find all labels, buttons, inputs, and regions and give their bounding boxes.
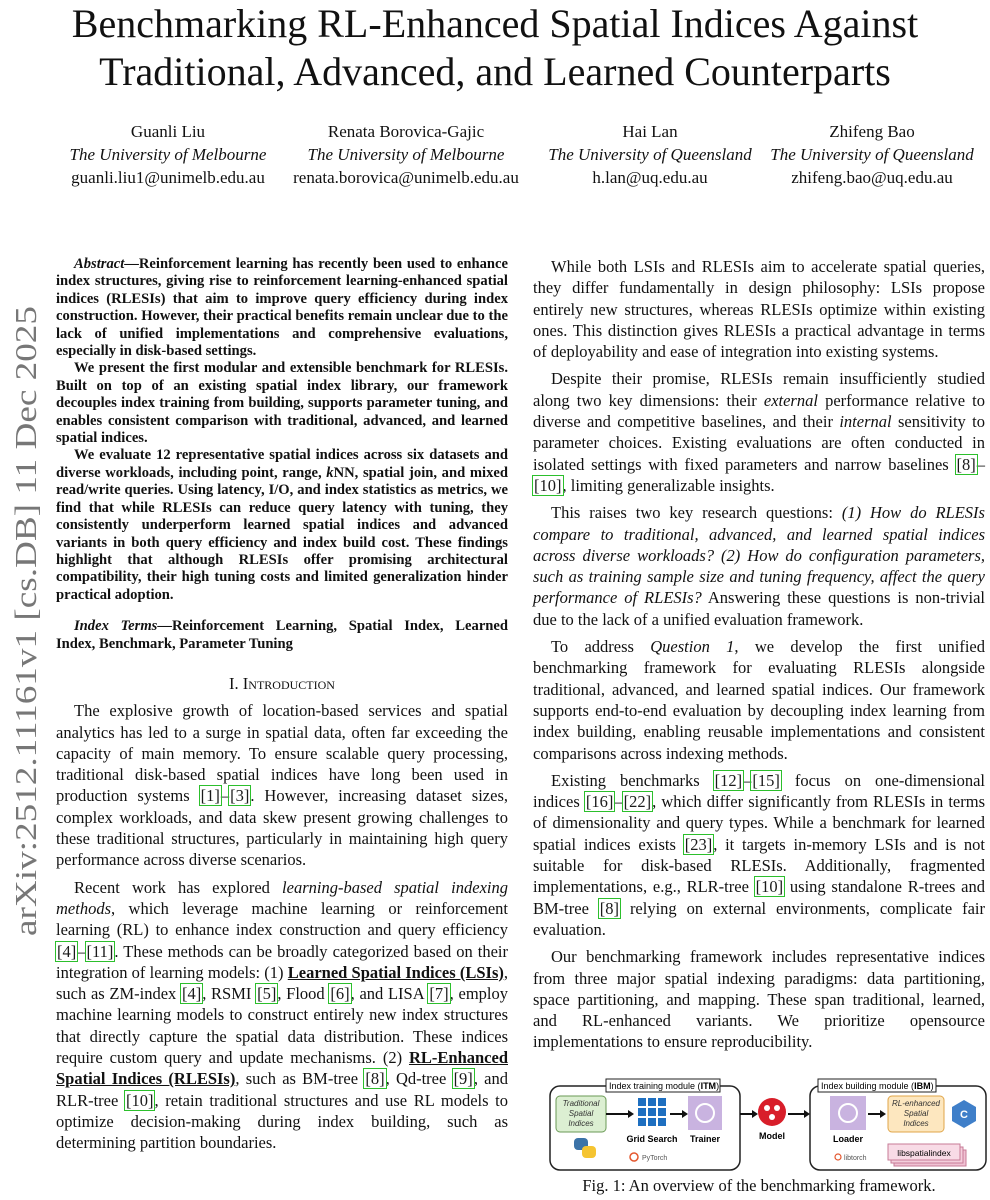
author-affiliation: The University of Queensland	[770, 145, 974, 164]
citation-link[interactable]: [10]	[125, 1090, 154, 1110]
author-email: renata.borovica@unimelb.edu.au	[293, 168, 519, 187]
trainer-icon	[688, 1096, 722, 1130]
grid-search-label: Grid Search	[626, 1134, 678, 1144]
citation-link[interactable]: [5]	[257, 984, 277, 1004]
author-name: Zhifeng Bao	[829, 122, 915, 141]
figure-caption: Fig. 1: An overview of the benchmarking framework.	[582, 1176, 936, 1195]
abstract-p2: We present the first modular and extensible benchmark for RLESIs. Built on top of an existing spatial index library, our framework decouples index training from building, supports parameter tuning, and enables consistent comparison with traditional, advanced, and learned spatial indices.	[56, 360, 508, 447]
citation-link[interactable]: [12]	[714, 770, 743, 790]
abstract-label: Abstract	[74, 256, 125, 272]
abstract-p3b: NN, spatial join, and mixed read/write queries. Using latency, I/O, and index statistics as metrics, we find that while RLESIs can reduce query latency with tuning, they consistently underperform learned spatial indices and advanced variants in both query efficiency and index build cost. These findings highlight that although RLESIs offer promising architectural compatibility, their high tuning costs and limited generalization hinder practical adoption.	[56, 464, 508, 603]
left-column	[56, 256, 508, 1153]
arxiv-stamp	[6, 300, 42, 940]
intro-paragraph-1: The explosive growth of location-based services and spatial analytics has led to a surge in spatial data, often far exceeding the capacity of main memory. To ensure scalable query processing, traditional disk-based spatial indices have long been used in production systems [1]–[3]. However, increasing dataset sizes, complex workloads, and data skew present growing challenges to these traditional structures, particularly in maintaining high query performance across diverse scenarios.	[56, 701, 508, 870]
libtorch-icon	[835, 1154, 841, 1160]
title-line-2: Traditional, Advanced, and Learned Counterparts	[99, 49, 891, 94]
libspatialindex-label: libspatialindex	[897, 1148, 951, 1158]
svg-text:RL-enhanced: RL-enhanced	[891, 1099, 941, 1108]
right-column	[533, 256, 985, 1053]
citation-link[interactable]: [8]	[956, 454, 976, 474]
svg-text:Traditional: Traditional	[562, 1099, 600, 1108]
author-affiliation: The University of Queensland	[548, 145, 752, 164]
citation-link[interactable]: [7]	[429, 984, 449, 1004]
pytorch-icon	[630, 1153, 638, 1161]
author-3	[527, 120, 773, 189]
right-paragraph-1: While both LSIs and RLESIs aim to accelerate spatial queries, they differ fundamentally in design philosophy: LSIs propose entirely new structures, whereas RLESIs optimize within existing ones. This distinction gives RLESIs a practical advantage in terms of deployability and ease of integration into existing systems.	[533, 257, 985, 362]
author-name: Hai Lan	[622, 122, 678, 141]
author-email: zhifeng.bao@uq.edu.au	[791, 168, 953, 187]
section-heading: I. Introduction	[229, 673, 335, 693]
right-paragraph-4: To address Question 1, we develop the first unified benchmarking framework for evaluating RLESIs alongside traditional, advanced, and learned spatial indices. Our framework supports end-to-end evaluation by decoupling index learning from index building, enabling reusable implementations and consistent comparisons across indexing methods.	[533, 637, 985, 763]
itm-title: Index training module (ITM)	[609, 1081, 720, 1091]
author-email: h.lan@uq.edu.au	[592, 168, 708, 187]
title-line-1: Benchmarking RL-Enhanced Spatial Indices Against	[71, 1, 919, 46]
citation-link[interactable]: [15]	[752, 770, 780, 790]
figure-1	[548, 1076, 988, 1182]
svg-text:Indices: Indices	[903, 1119, 929, 1128]
cpp-icon	[952, 1100, 976, 1128]
citation-link[interactable]: [8]	[365, 1069, 385, 1089]
citation-link[interactable]: [16]	[585, 792, 614, 812]
rlesi-term: RL-Enhanced Spatial Indices (RLESIs)	[56, 1047, 508, 1089]
index-terms-text: Reinforcement Learning, Spatial Index, Learned Index, Benchmark, Parameter Tuning	[56, 618, 509, 652]
author-2	[276, 120, 536, 189]
author-affiliation: The University of Melbourne	[69, 145, 267, 164]
author-email: guanli.liu1@unimelb.edu.au	[71, 168, 265, 187]
citation-link[interactable]: [4]	[57, 941, 77, 961]
loader-icon	[830, 1096, 866, 1130]
citation-link[interactable]: [10]	[534, 475, 562, 495]
pytorch-label: PyTorch	[642, 1155, 668, 1162]
index-terms: Index Terms—Reinforcement Learning, Spatial Index, Learned Index, Benchmark, Parameter Tuning	[56, 618, 509, 652]
intro-paragraph-2: Recent work has explored learning-based spatial indexing methods, which leverage machine learning or reinforcement learning (RL) to enhance index construction and query efficiency [4]–[11]. These methods can be broadly categorized based on their integration of learning models: (1) Learned Spatial Indices (LSIs), such as ZM-index [4], RSMI [5], Flood [6], and LISA [7], employ machine learning models to construct entirely new index structures that directly capture the spatial data distribution. These indices require custom query and update mechanisms. (2) RL-Enhanced Spatial Indices (RLESIs), such as BM-tree [8], Qd-tree [9], and RLR-tree [10], retain traditional structures and use RL models to optimize decision-making during index building, such as determining partition boundaries.	[56, 877, 508, 1153]
author-4	[756, 120, 988, 189]
abstract-k: k	[326, 464, 334, 481]
svg-text:C: C	[960, 1109, 968, 1121]
trainer-label: Trainer	[689, 1134, 721, 1144]
author-1	[48, 120, 288, 189]
citation-link[interactable]: [10]	[755, 877, 784, 897]
citation-link[interactable]: [22]	[623, 792, 652, 812]
citation-link[interactable]: [6]	[330, 984, 350, 1004]
intro-body	[56, 700, 508, 1153]
abstract-p3a: We evaluate 12 representative spatial indices across six datasets and diverse workloads, including point, range,	[56, 447, 508, 481]
citation-link[interactable]: [9]	[453, 1069, 473, 1089]
model-label: Model	[759, 1131, 785, 1141]
citation-link[interactable]: [8]	[599, 898, 620, 918]
right-paragraph-6: Our benchmarking framework includes representative indices from three major spatial indexing paradigms: data partitioning, space partitioning, and mapping. These span traditional, learned, and RL-enhanced variants. We prioritize opensource implementations to ensure reproducibility.	[533, 947, 985, 1052]
abstract: Abstract—Reinforcement learning has recently been used to enhance index structures, giving rise to reinforcement learning-enhanced spatial indices (RLESIs) that aim to improve query efficiency during index construction. However, their practical benefits remain unclear due to the lack of unified implementations and comprehensive evaluations, especially in disk-based settings. We present the first modular and extensible benchmark for RLESIs. Built on top of an existing spatial index library, our framework decouples index training from building, supports parameter tuning, and enables consistent comparison with traditional, advanced, and learned spatial indices. We evaluate 12 representative spatial indices across six datasets and diverse workloads, including point, range, kNN, spatial join, and mixed read/write queries. Using latency, I/O, and index statistics as metrics, we find that while RLESIs can reduce query latency with tuning, they consistently underperform learned spatial indices and advanced variants in both query efficiency and index build cost. These findings highlight that although RLESIs offer promising architectural compatibility, their high tuning costs and limited generalization hinder practical adoption.	[56, 256, 508, 603]
svg-text:Spatial: Spatial	[568, 1109, 594, 1118]
citation-link[interactable]: [11]	[86, 941, 114, 961]
index-terms-label: Index Terms	[74, 618, 158, 635]
citation-link[interactable]: [3]	[230, 786, 250, 806]
paper-title	[20, 0, 970, 96]
citation-link[interactable]: [23]	[684, 834, 713, 854]
arxiv-id: arXiv:2512.11161v1 [cs.DB] 11 Dec 2025	[8, 410, 42, 936]
abstract-p1: Reinforcement learning has recently been used to enhance index structures, giving rise to reinforcement learning-enhanced spatial indices (RLESIs) that aim to improve query efficiency during index construction. However, their practical benefits remain unclear due to the lack of unified implementations and comprehensive evaluations, especially in disk-based settings.	[56, 256, 508, 360]
loader-label: Loader	[832, 1134, 864, 1144]
lsi-term: Learned Spatial Indices (LSIs)	[287, 962, 504, 982]
author-affiliation: The University of Melbourne	[307, 145, 505, 164]
grid-search-icon	[638, 1098, 666, 1126]
svg-text:Indices: Indices	[568, 1119, 594, 1128]
right-paragraph-2: Despite their promise, RLESIs remain insufficiently studied along two key dimensions: their external performance relative to diverse and competitive baselines, and their internal sensitivity to parameter choices. Existing evaluations are often conducted in isolated settings with fixed parameters and narrow baselines [8]–[10], limiting generalizable insights.	[533, 369, 986, 495]
ibm-title: Index building module (IBM)	[821, 1081, 934, 1091]
right-paragraph-3: This raises two key research questions: (1) How do RLESIs compare to traditional, advanced, and learned spatial indices across diverse workloads? (2) How do configuration parameters, such as training sample size and tuning frequency, affect the query performance of RLESIs? Answering these questions is non-trivial due to the lack of a unified evaluation framework.	[533, 503, 985, 629]
python-icon	[574, 1138, 596, 1158]
model-icon	[758, 1098, 786, 1126]
svg-text:Spatial: Spatial	[903, 1109, 929, 1118]
libtorch-label: libtorch	[844, 1155, 867, 1162]
author-name: Guanli Liu	[130, 122, 206, 141]
citation-link[interactable]: [1]	[200, 786, 220, 806]
right-paragraph-5: Existing benchmarks [12]–[15] focus on one-dimensional indices [16]–[22], which differ significantly from RLESIs in terms of dimensionality and query types. While a benchmark for learned spatial indices exists [23], it targets in-memory LSIs and is not suitable for disk-based RLESIs. Additionally, fragmented implementations, e.g., RLR-tree [10] using standalone R-trees and BM-tree [8] relying on external environments, complicate fair evaluation.	[533, 770, 985, 939]
citation-link[interactable]: [4]	[181, 984, 202, 1004]
author-name: Renata Borovica-Gajic	[327, 122, 485, 141]
